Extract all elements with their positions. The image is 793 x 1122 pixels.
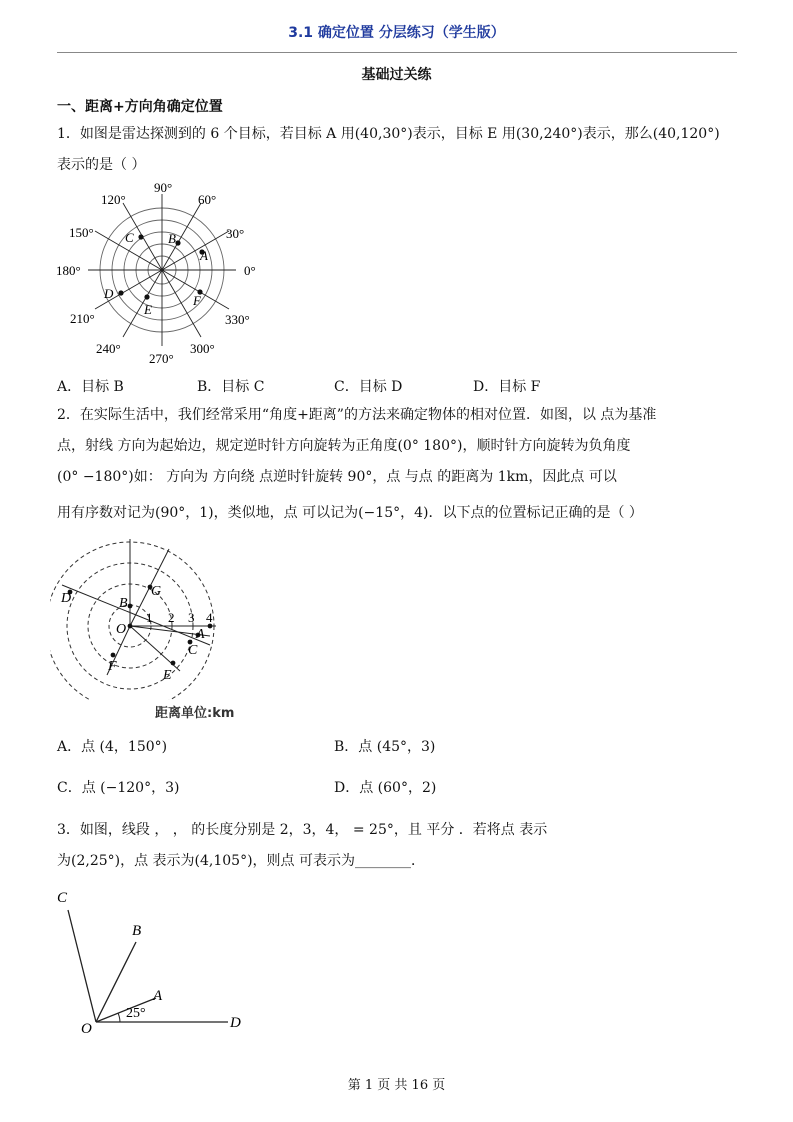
angle-label-60: 60° <box>198 192 217 207</box>
q2-line-2: 点，射线 方向为起始边，规定逆时针方向旋转为正角度(0° 180°)，顺时针方向旋转为负角度 <box>57 438 631 454</box>
q2-line-1: 2．在实际生活中，我们经常采用“角度+距离”的方法来确定物体的相对位置．如图，以 点为基准 <box>57 407 657 423</box>
point-a-label: A <box>196 627 205 642</box>
radar-diagram <box>50 180 270 370</box>
q2-option-a: A．点 (4，150°) <box>57 739 168 755</box>
target-c-label: C <box>125 230 134 245</box>
q3-line-2: 为(2,25°)，点 表示为(4,105°)，则点 可表示为________． <box>57 853 425 869</box>
point-g-label: G <box>151 584 162 599</box>
header-title: 3.1 确定位置 分层练习（学生版） <box>288 25 505 41</box>
part-heading: 一、距离+方向角确定位置 <box>57 99 223 115</box>
target-a-label: A <box>200 248 208 263</box>
point-c-label: C <box>188 643 198 658</box>
q2-option-c: C．点 (−120°，3) <box>57 780 180 796</box>
target-f-label: F <box>193 293 201 308</box>
q1-option-d: D．目标 F <box>473 379 541 395</box>
q2-line-4: 用有序数对记为(90°，1)，类似地，点 可以记为(−15°，4)．以下点的位置标记正确的是（ ） <box>57 505 643 521</box>
angle-diagram <box>50 880 270 1045</box>
q2-option-d: D．点 (60°，2) <box>334 780 437 796</box>
point-a-label: A <box>153 988 163 1004</box>
angle-label-0: 0° <box>244 263 256 278</box>
angle-label-330: 330° <box>225 312 250 327</box>
point-b-label: B <box>119 596 128 611</box>
q1-option-b: B．目标 C <box>197 379 265 395</box>
tick-4: 4 <box>206 610 213 625</box>
q1-line-2: 表示的是（ ） <box>57 157 146 173</box>
point-f-label: F <box>108 659 117 674</box>
angle-label-240: 240° <box>96 341 121 356</box>
tick-3: 3 <box>188 610 195 625</box>
point-c-label: C <box>57 890 68 906</box>
angle-label-120: 120° <box>101 192 126 207</box>
tick-2: 2 <box>168 610 175 625</box>
q1-option-c: C．目标 D <box>334 379 403 395</box>
angle-label-270: 270° <box>149 351 174 366</box>
angle-label-300: 300° <box>190 341 215 356</box>
q1-option-a: A．目标 B <box>57 379 124 395</box>
q2-option-b: B．点 (45°，3) <box>334 739 436 755</box>
tick-1: 1 <box>146 610 153 625</box>
point-e-label: E <box>163 668 172 683</box>
q1-line-1: 1．如图是雷达探测到的 6 个目标，若目标 A 用(40,30°)表示，目标 E 用(30,240°)表示，那么(40,120°) <box>57 126 720 142</box>
target-b-label: B <box>168 231 176 246</box>
header-divider <box>57 52 737 53</box>
target-e-label: E <box>144 302 152 317</box>
angle-label-180: 180° <box>56 263 81 278</box>
q2-line-3: (0° −180°)如： 方向为 方向绕 点逆时针旋转 90°，点 与点 的距离为 1km，因此点 可以 <box>57 469 617 485</box>
polar-distance-diagram <box>50 535 240 700</box>
point-o-label: O <box>116 622 127 637</box>
point-d-label: D <box>230 1015 241 1031</box>
target-d-label: D <box>104 286 114 301</box>
angle-25-label: 25° <box>126 1006 146 1021</box>
point-o-label: O <box>81 1021 92 1037</box>
angle-label-150: 150° <box>69 225 94 240</box>
point-d-label: D <box>61 591 72 606</box>
angle-label-90: 90° <box>154 180 173 195</box>
page-footer: 第 1 页 共 16 页 <box>347 1078 446 1093</box>
diagram-caption: 距离单位:km <box>155 706 235 721</box>
angle-label-210: 210° <box>70 311 95 326</box>
section-title: 基础过关练 <box>361 67 432 83</box>
point-b-label: B <box>132 923 142 939</box>
q3-line-1: 3．如图，线段 ， ， 的长度分别是 2，3，4， = 25°，且 平分 ．若将点 表示 <box>57 822 548 838</box>
angle-label-30: 30° <box>226 226 245 241</box>
